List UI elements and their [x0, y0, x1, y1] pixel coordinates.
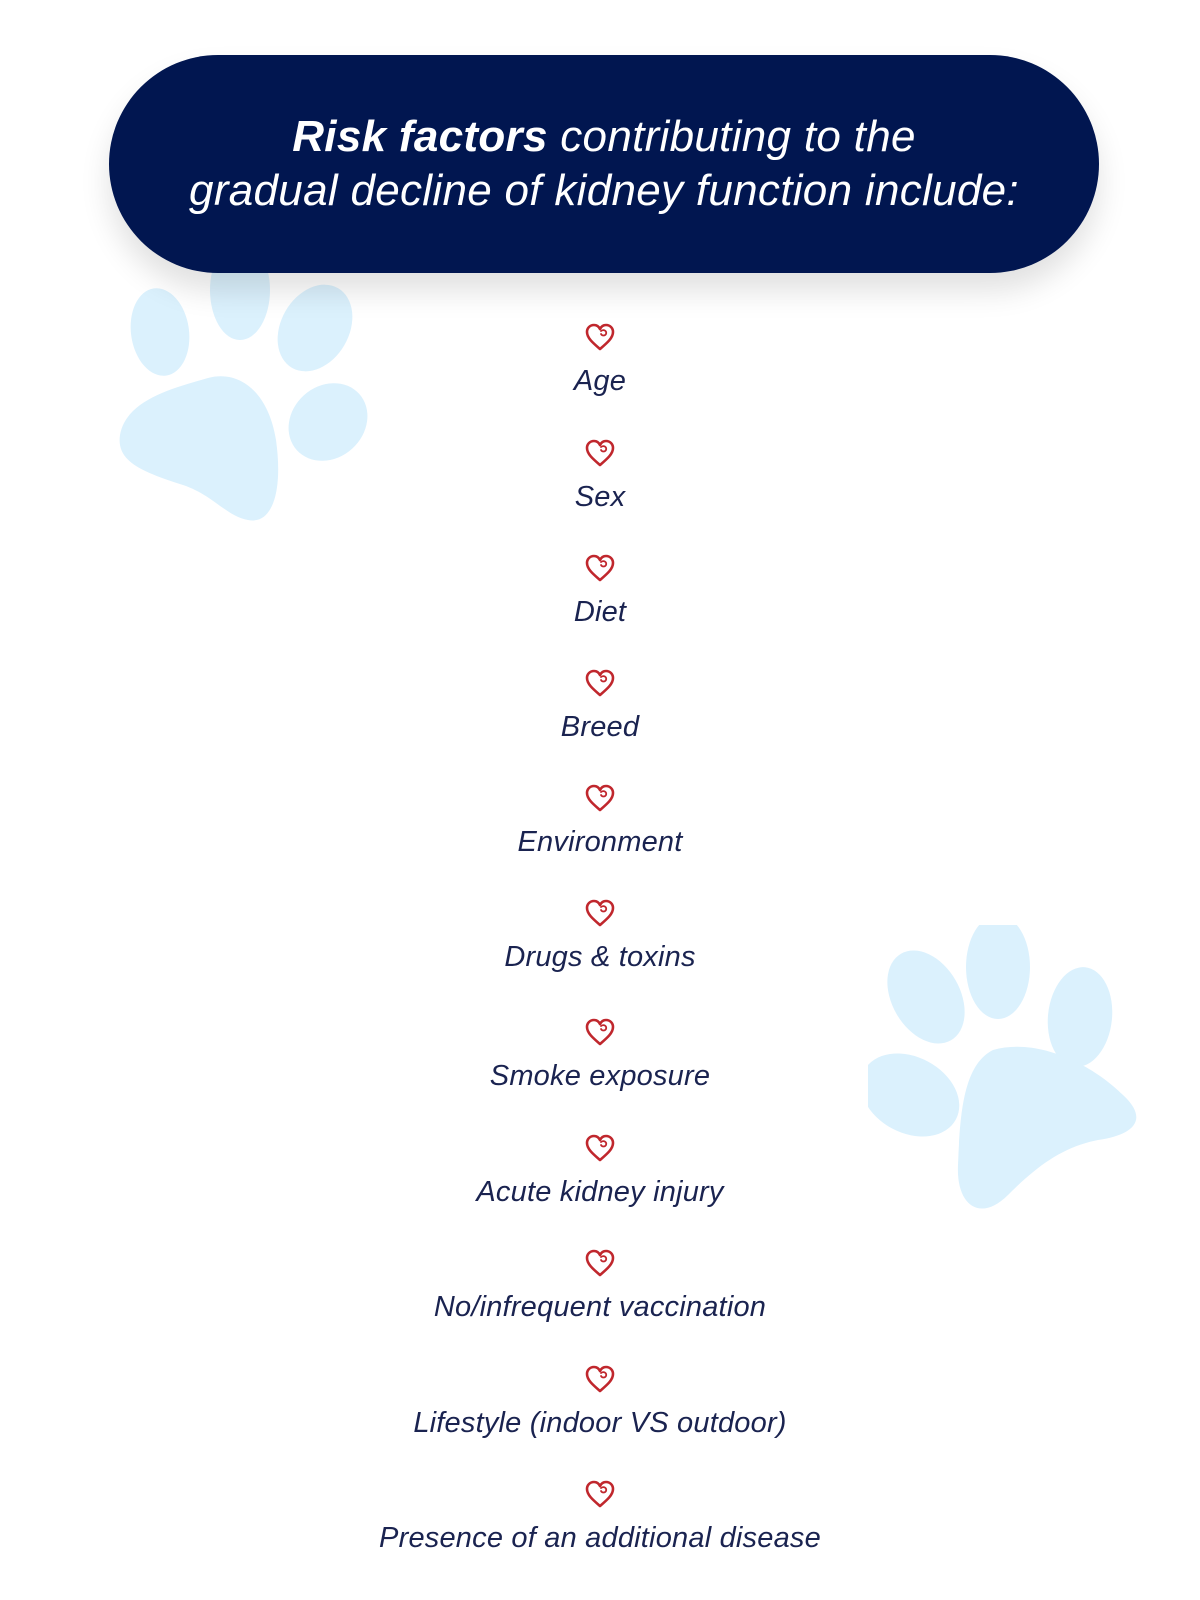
heart-icon [584, 1133, 616, 1163]
heart-icon [584, 438, 616, 468]
list-item [0, 783, 1200, 859]
risk-factor-label: Smoke exposure [489, 1060, 711, 1092]
list-item [0, 1248, 1200, 1324]
list-item [0, 553, 1200, 629]
heart-icon [584, 1248, 616, 1278]
risk-factor-label: Breed [560, 711, 640, 743]
header-title-rest: contributing to the [547, 112, 916, 161]
list-item [0, 1017, 1200, 1093]
list-item [0, 1364, 1200, 1440]
risk-factor-label: Presence of an additional disease [379, 1522, 821, 1554]
risk-factor-label: Age [573, 365, 627, 397]
list-item [0, 668, 1200, 744]
header-title-line2: gradual decline of kidney function include: [189, 166, 1019, 215]
list-item [0, 322, 1200, 398]
list-item [0, 1133, 1200, 1209]
heart-icon [584, 668, 616, 698]
list-item [0, 438, 1200, 514]
heart-icon [584, 553, 616, 583]
risk-factor-label: Acute kidney injury [476, 1176, 724, 1208]
heart-icon [584, 1364, 616, 1394]
risk-factor-label: Environment [517, 826, 683, 858]
risk-factor-label: Lifestyle (indoor VS outdoor) [413, 1407, 787, 1439]
list-item [0, 1479, 1200, 1555]
header-title-bold: Risk factors [292, 112, 548, 161]
heart-icon [584, 322, 616, 352]
heart-icon [584, 898, 616, 928]
risk-factor-label: No/infrequent vaccination [433, 1291, 767, 1323]
heart-icon [584, 1017, 616, 1047]
risk-factor-label: Sex [574, 481, 626, 513]
list-item [0, 898, 1200, 974]
heart-icon [584, 1479, 616, 1509]
risk-factor-label: Diet [573, 596, 627, 628]
risk-factor-label: Drugs & toxins [504, 941, 696, 973]
heart-icon [584, 783, 616, 813]
